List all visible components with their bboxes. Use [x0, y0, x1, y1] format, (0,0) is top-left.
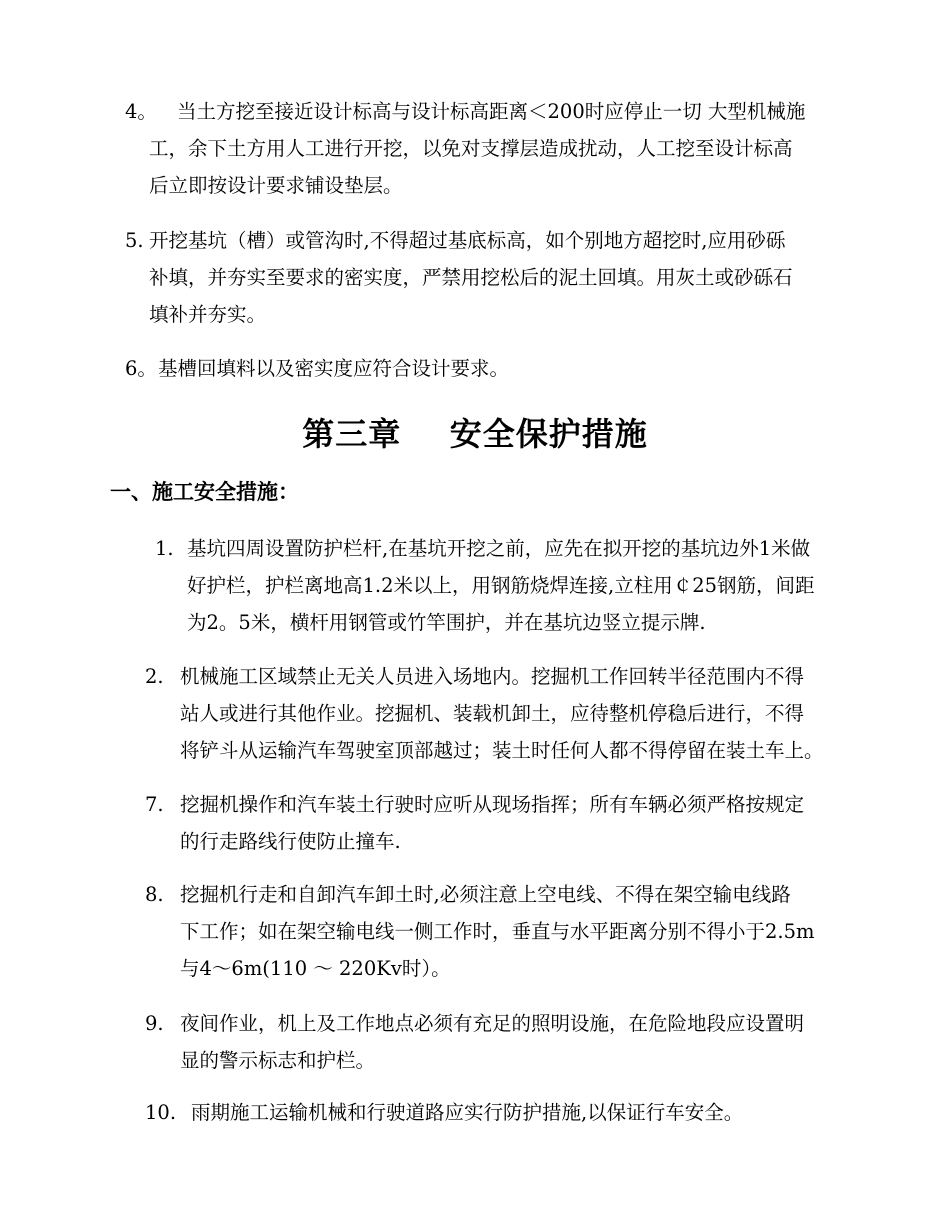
- item-line: 与4～6m(110 ～ 220Kv时）。: [180, 957, 451, 980]
- item-line: 为2。5米，横杆用钢管或竹竿围护，并在基坑边竖立提示牌.: [187, 611, 706, 634]
- section-title: 一、施工安全措施：: [110, 480, 299, 504]
- item-line: 好护栏，护栏离地高1.2米以上，用钢筋烧焊连接,立柱用￠25钢筋，间距: [187, 574, 815, 597]
- list-item-6: [125, 350, 509, 387]
- safety-item-8: [145, 876, 815, 987]
- item-line: 当土方挖至接近设计标高与设计标高距离＜200时应停止一切 大型机械施: [177, 100, 806, 123]
- item-line: 填补并夯实。: [149, 303, 267, 326]
- safety-item-9: [145, 1005, 804, 1079]
- item-number: 4。: [125, 100, 157, 123]
- item-line: 工，余下土方用人工进行开挖，以免对支撑层造成扰动，人工挖至设计标高: [149, 137, 793, 160]
- item-number: 1.: [155, 537, 174, 560]
- item-number: 6。: [125, 357, 157, 380]
- item-line: 补填，并夯实至要求的密实度，严禁用挖松后的泥土回填。用灰土或砂砾石: [149, 266, 793, 289]
- item-line: 基槽回填料以及密实度应符合设计要求。: [158, 357, 510, 380]
- item-line: 显的警示标志和护栏。: [180, 1049, 376, 1072]
- item-number: 10.: [145, 1101, 177, 1124]
- safety-item-2: [145, 658, 824, 769]
- item-line: 的行走路线行使防止撞车.: [180, 830, 401, 853]
- item-line: 挖掘机行走和自卸汽车卸土时,必须注意上空电线、不得在架空输电线路: [180, 883, 791, 906]
- item-number: 8.: [145, 883, 164, 906]
- item-line: 夜间作业，机上及工作地点必须有充足的照明设施，在危险地段应设置明: [180, 1012, 805, 1035]
- item-number: 9.: [145, 1012, 164, 1035]
- item-line: 后立即按设计要求铺设垫层。: [149, 174, 403, 197]
- chapter-title: 第三章 安全保护措施: [302, 415, 648, 453]
- item-line: 机械施工区域禁止无关人员进入场地内。挖掘机工作回转半径范围内不得: [180, 665, 805, 688]
- safety-item-7: [145, 786, 804, 860]
- safety-item-1: [155, 530, 815, 641]
- item-number: 5.: [125, 229, 144, 252]
- list-item-4: [125, 93, 805, 204]
- item-line: 下工作；如在架空输电线一侧工作时，垂直与水平距离分别不得小于2.5m: [180, 920, 815, 943]
- item-line: 基坑四周设置防护栏杆,在基坑开挖之前，应先在拟开挖的基坑边外1米做: [187, 537, 811, 560]
- item-line: 挖掘机操作和汽车装土行驶时应听从现场指挥；所有车辆必须严格按规定: [180, 793, 805, 816]
- item-number: 7.: [145, 793, 164, 816]
- item-number: 2.: [145, 665, 164, 688]
- item-line: 雨期施工运输机械和行驶道路应实行防护措施,以保证行车安全。: [191, 1101, 744, 1124]
- item-line: 开挖基坑（槽）或管沟时,不得超过基底标高，如个别地方超挖时,应用砂砾: [149, 229, 786, 252]
- item-line: 站人或进行其他作业。挖掘机、装载机卸土，应待整机停稳后进行，不得: [180, 702, 805, 725]
- safety-item-10: [145, 1094, 743, 1131]
- item-line: 将铲斗从运输汽车驾驶室顶部越过；装土时任何人都不得停留在装土车上。: [180, 739, 824, 762]
- list-item-5: [125, 222, 793, 333]
